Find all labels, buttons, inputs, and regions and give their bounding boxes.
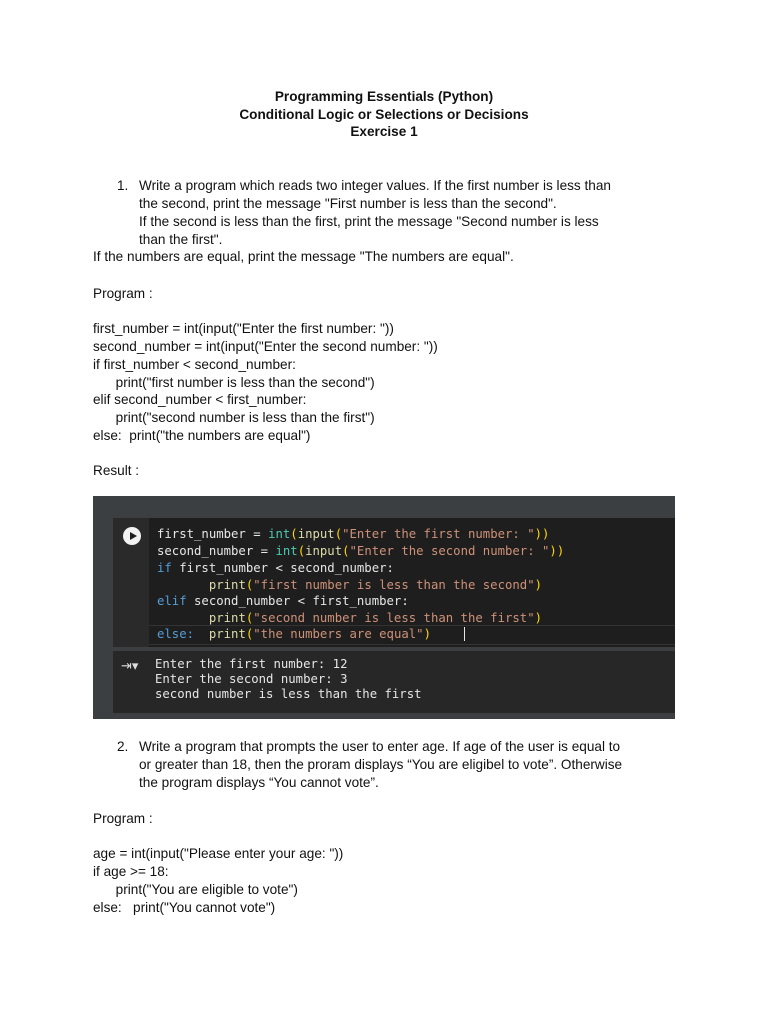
doc-subtitle: Conditional Logic or Selections or Decisions bbox=[239, 107, 529, 122]
program-line: else: print("the numbers are equal") bbox=[93, 428, 311, 443]
program-label: Program : bbox=[93, 286, 153, 301]
exercise-label: Exercise 1 bbox=[350, 124, 418, 139]
question-text-line: the program displays “You cannot vote”. bbox=[139, 775, 379, 790]
code-line[interactable]: else: print("the numbers are equal") bbox=[157, 627, 431, 641]
program-line: print("second number is less than the first") bbox=[93, 410, 375, 425]
output-line: Enter the first number: 12 bbox=[155, 657, 348, 671]
question-text-line: or greater than 18, then the proram displays “You are eligibel to vote”. Otherwise bbox=[139, 757, 623, 772]
question-number: 2. bbox=[117, 739, 129, 754]
cell-output bbox=[113, 651, 675, 713]
question-text-line: Write a program that prompts the user to enter age. If age of the user is equal to bbox=[139, 739, 621, 754]
question-text-line: If the second is less than the first, print the message "Second number is less bbox=[139, 214, 599, 229]
output-line: second number is less than the first bbox=[155, 687, 422, 701]
cell-gutter bbox=[113, 518, 149, 647]
code-line: print("first number is less than the second") bbox=[208, 578, 542, 592]
doc-title: Programming Essentials (Python) bbox=[274, 89, 494, 104]
code-line: second_number = int(input("Enter the second number: ")) bbox=[157, 544, 565, 558]
question-number: 1. bbox=[117, 178, 129, 193]
text-caret bbox=[464, 627, 465, 641]
question-text-line: than the first". bbox=[139, 232, 223, 247]
program-line: first_number = int(input("Enter the first number: ")) bbox=[93, 321, 394, 336]
notebook-screenshot bbox=[93, 496, 675, 719]
question-text-line: the second, print the message "First number is less than the second". bbox=[139, 196, 557, 211]
code-line: print("second number is less than the first") bbox=[208, 611, 542, 625]
program-line: print("You are eligible to vote") bbox=[93, 882, 298, 897]
program-line: print("first number is less than the second") bbox=[93, 375, 375, 390]
program-line: if first_number < second_number: bbox=[93, 357, 296, 372]
code-cell bbox=[113, 518, 675, 647]
program-line: else: print("You cannot vote") bbox=[93, 900, 276, 915]
program-line: elif second_number < first_number: bbox=[93, 392, 307, 407]
output-line: Enter the second number: 3 bbox=[155, 672, 348, 686]
code-line: first_number = int(input("Enter the first number: ")) bbox=[157, 527, 550, 541]
question-text-line: Write a program which reads two integer values. If the first number is less than bbox=[139, 178, 611, 193]
result-label: Result : bbox=[93, 463, 140, 478]
code-line: if first_number < second_number: bbox=[157, 561, 394, 575]
program-label: Program : bbox=[93, 811, 153, 826]
question-text-line: If the numbers are equal, print the message "The numbers are equal". bbox=[93, 249, 514, 264]
program-line: if age >= 18: bbox=[93, 864, 169, 879]
output-toggle-icon[interactable]: ⇥▾ bbox=[121, 659, 139, 674]
program-line: second_number = int(input("Enter the second number: ")) bbox=[93, 339, 438, 354]
code-line: elif second_number < first_number: bbox=[157, 594, 409, 608]
run-cell-icon[interactable] bbox=[123, 527, 141, 545]
program-line: age = int(input("Please enter your age: ")) bbox=[93, 846, 344, 861]
